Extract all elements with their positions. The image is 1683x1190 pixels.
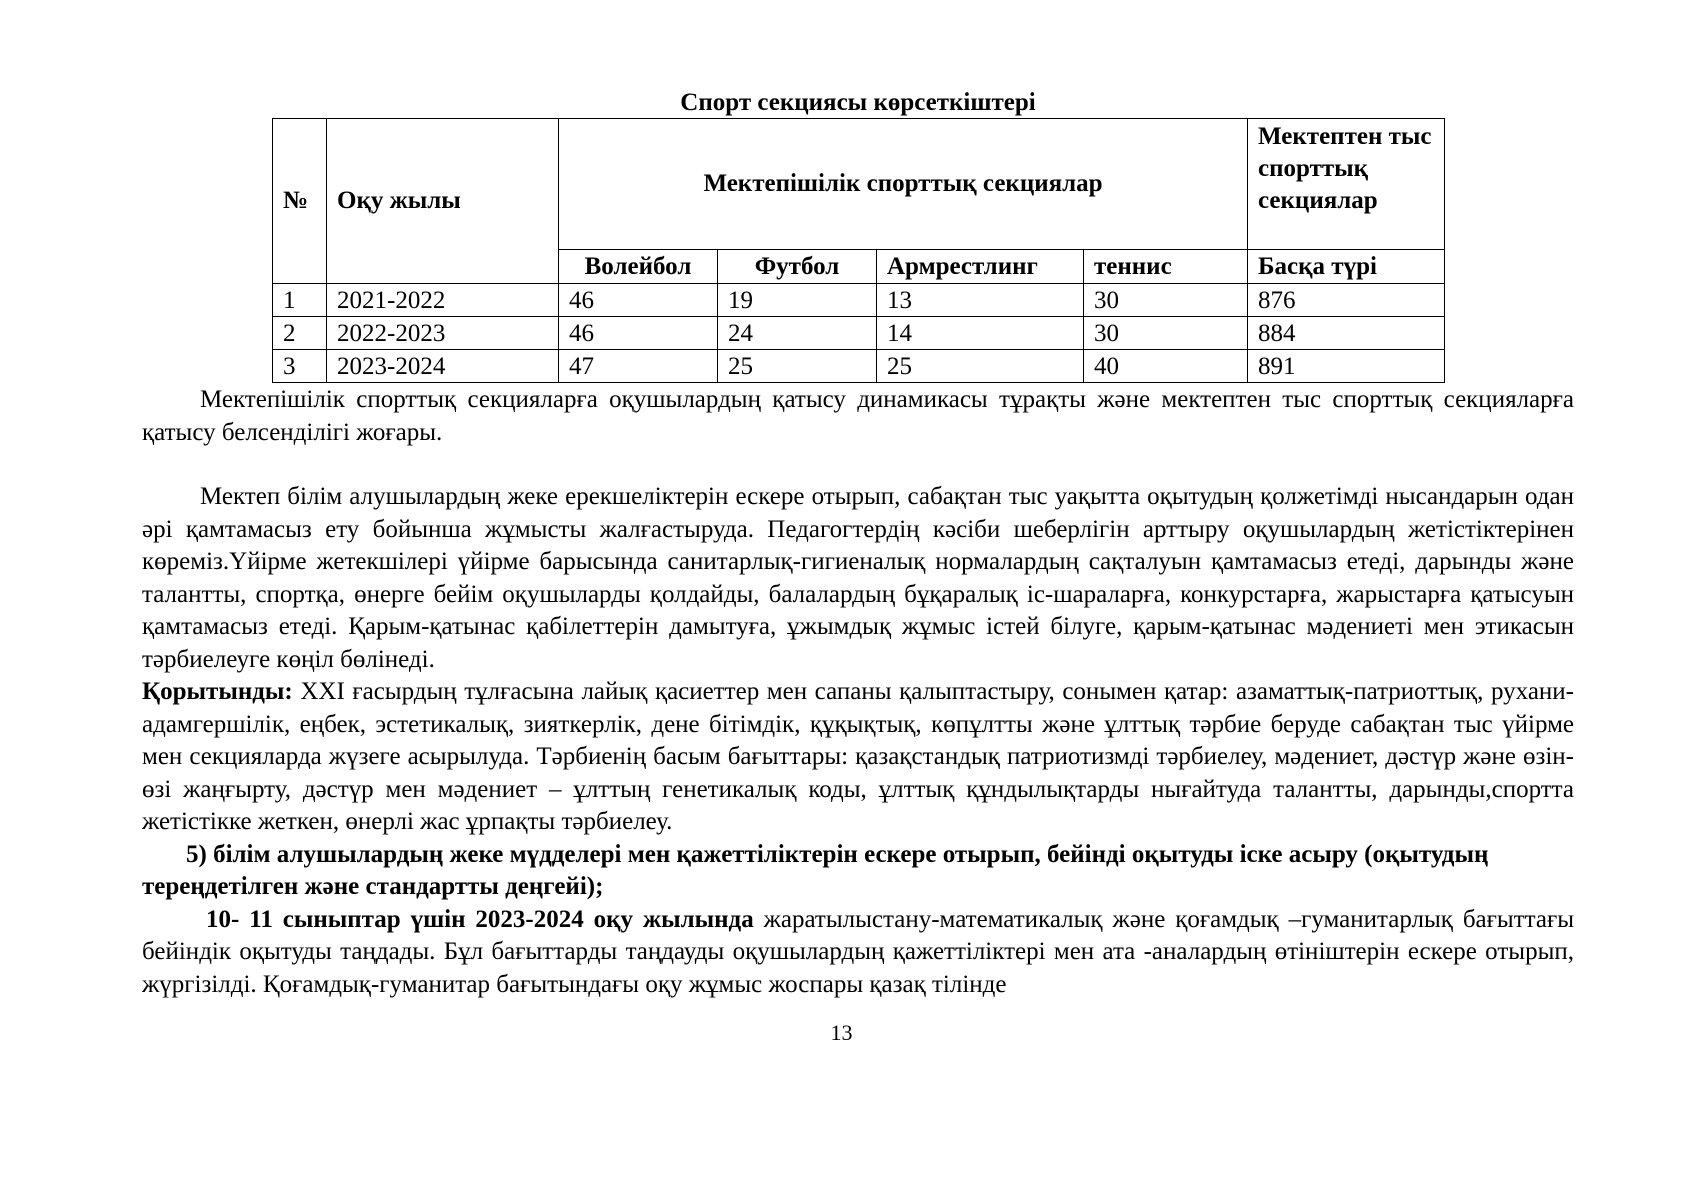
cell-volleyball: 46 bbox=[559, 317, 718, 350]
cell-armwrestling: 14 bbox=[877, 317, 1084, 350]
summary-paragraph-block bbox=[142, 384, 1574, 449]
table-row bbox=[273, 284, 1445, 317]
cell-year: 2021-2022 bbox=[327, 284, 559, 317]
conclusion-paragraph bbox=[142, 676, 1574, 839]
cell-other: 891 bbox=[1248, 350, 1445, 383]
cell-tennis: 30 bbox=[1084, 317, 1248, 350]
header-outside-sections: Мектептен тыс спорттық секциялар bbox=[1248, 119, 1445, 250]
section-heading: 5) білім алушылардың жеке мүдделері мен қажеттіліктерін ескере отырып, бейінді оқытуды іске асыру (оқытудың тереңдетілген және стандартты деңгейі); bbox=[142, 840, 1489, 900]
cell-number: 3 bbox=[273, 350, 327, 383]
body-paragraph: Мектеп білім алушылардың жеке ерекшеліктерін ескере отырып, сабақтан тыс уақытта оқытудың қолжетімді нысандарын одан әрі қамтамасыз ету бойынша жұмысты жалғастыруда. Педагогтердің кәсіби шеберлігін арттыру оқушылардың жетістіктерінен көреміз.Үйірме жетекшілері үйірме барысында санитарлық-гигиеналық нормалардың сақталуын қамтамасыз етеді, дарынды және талантты, спортқа, өнерге бейім оқушыларды қолдайды, балалардың бұқаралық іс-шараларға, конкурстарға, жарыстарға қатысуын қамтамасыз етеді. Қарым-қатынас қабілеттерін дамытуға, ұжымдық жұмыс істей білуге, қарым-қатынас мәдениеті мен этикасын тәрбиелеуге көңіл бөлінеді. bbox=[142, 483, 1574, 673]
table-row bbox=[273, 350, 1445, 383]
table-row bbox=[273, 317, 1445, 350]
cell-tennis: 30 bbox=[1084, 284, 1248, 317]
conclusion-label: Қорытынды: bbox=[142, 678, 293, 705]
table-header-row bbox=[273, 119, 1445, 250]
profile-bold-lead: 10- 11 сыныптар үшін 2023-2024 оқу жылында bbox=[206, 905, 754, 933]
header-volleyball: Волейбол bbox=[559, 250, 718, 284]
profile-text: жаратылыстану-математикалық және қоғамдық –гуманитарлық бағыттағы бейіндік оқытуды таңдады. Бұл бағыттарды таңдауды оқушылардың қажеттіліктері мен ата -аналардың өтініштерін ескере отырып, жүргізілді. Қоғамдық-гуманитар бағытындағы оқу жұмыс жоспары қазақ тілінде bbox=[142, 905, 1574, 998]
header-football: Футбол bbox=[718, 250, 877, 284]
page-number: 13 bbox=[830, 1020, 853, 1045]
profile-paragraph bbox=[142, 904, 1574, 1002]
cell-year: 2023-2024 bbox=[327, 350, 559, 383]
cell-armwrestling: 13 bbox=[877, 284, 1084, 317]
header-school-sections: Мектепішілік спорттық секциялар bbox=[559, 119, 1248, 250]
header-tennis: теннис bbox=[1084, 250, 1248, 284]
header-armwrestling: Армрестлинг bbox=[877, 250, 1084, 284]
cell-football: 25 bbox=[718, 350, 877, 383]
cell-number: 1 bbox=[273, 284, 327, 317]
cell-football: 24 bbox=[718, 317, 877, 350]
header-number: № bbox=[273, 119, 327, 284]
cell-other: 884 bbox=[1248, 317, 1445, 350]
header-year: Оқу жылы bbox=[327, 119, 559, 284]
conclusion-text: XXI ғасырдың тұлғасына лайық қасиеттер мен сапаны қалыптастыру, сонымен қатар: азаматтық-патриоттық, рухани-адамгершілік, еңбек, эстетикалық, зияткерлік, дене бітімдік, құқықтық, көпұлтты және ұлттық тәрбие беруде сабақтан тыс үйірме мен секцияларда жүзеге асырылуда. Тәрбиенің басым бағыттары: қазақстандық патриотизмді тәрбиелеу, мәдениет, дәстүр және өзін-өзі жаңғырту, дәстүр мен мәдениет – ұлттың генетикалық коды, ұлттық құндылықтарды нығайтуда талантты, дарынды,спортта жетістікке жеткен, өнерлі жас ұрпақты тәрбиелеу. bbox=[142, 678, 1574, 835]
cell-football: 19 bbox=[718, 284, 877, 317]
cell-number: 2 bbox=[273, 317, 327, 350]
header-other: Басқа түрі bbox=[1248, 250, 1445, 284]
table-title: Спорт секциясы көрсеткіштері bbox=[680, 89, 1036, 116]
summary-paragraph: Мектепішілік спорттық секцияларға оқушылардың қатысу динамикасы тұрақты және мектептен тыс спорттық секцияларға қатысу белсенділігі жоғары. bbox=[142, 386, 1574, 446]
cell-other: 876 bbox=[1248, 284, 1445, 317]
cell-volleyball: 46 bbox=[559, 284, 718, 317]
cell-volleyball: 47 bbox=[559, 350, 718, 383]
sport-sections-table bbox=[272, 118, 1445, 383]
cell-armwrestling: 25 bbox=[877, 350, 1084, 383]
body-text-block bbox=[142, 481, 1574, 1001]
cell-year: 2022-2023 bbox=[327, 317, 559, 350]
cell-tennis: 40 bbox=[1084, 350, 1248, 383]
